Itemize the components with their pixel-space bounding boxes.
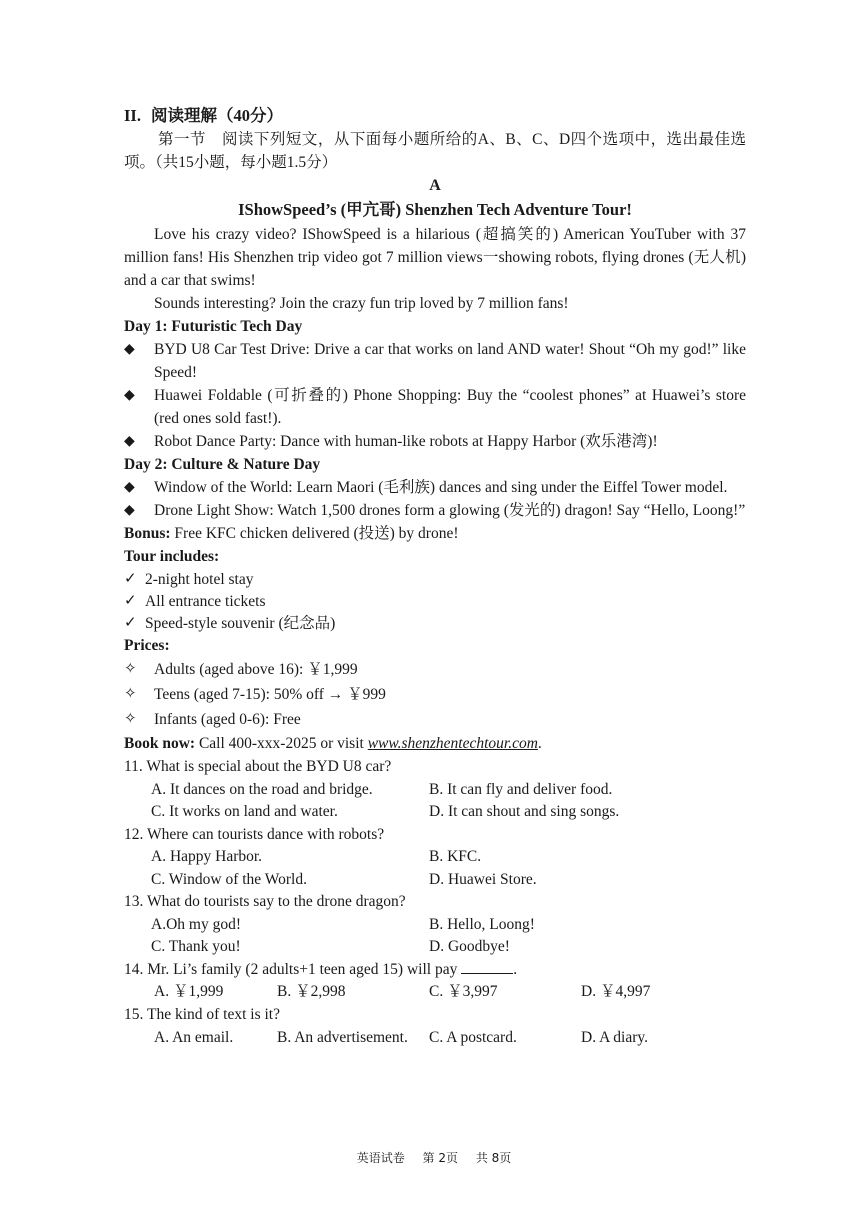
- day1-heading: Day 1: Futuristic Tech Day: [124, 318, 303, 335]
- book-line: [124, 732, 746, 755]
- includes-item: [124, 568, 746, 590]
- question-stem: 12. Where can tourists dance with robots?: [124, 825, 385, 843]
- day1-item-text: BYD U8 Car Test Drive: Drive a car that works on land AND water! Shout “Oh my god!” like Speed!: [154, 341, 746, 381]
- diamond-icon: ◆: [124, 342, 135, 357]
- option: C. Window of the World.: [151, 870, 307, 888]
- option: C. A postcard.: [429, 1028, 517, 1046]
- day2-item-text: Window of the World: Learn Maori (毛利族) dances and sing under the Eiffel Tower model.: [154, 479, 728, 496]
- website-link[interactable]: www.shenzhentechtour.com: [367, 735, 538, 752]
- price-item: [124, 707, 746, 732]
- section-number: II.: [124, 106, 141, 125]
- diamond-icon: ◆: [124, 503, 135, 518]
- option: B. ￥2,998: [277, 983, 346, 1000]
- includes-item: [124, 590, 746, 612]
- option: B. Hello, Loong!: [429, 915, 535, 933]
- question-options: [124, 778, 746, 823]
- star-icon: ✧: [124, 686, 137, 702]
- bonus-line: [124, 522, 746, 545]
- day1-item: [124, 384, 746, 430]
- book-end: .: [537, 735, 542, 752]
- footer-subject: 英语试卷: [356, 1151, 405, 1165]
- day1-item: [124, 338, 746, 384]
- question-stem: 13. What do tourists say to the drone dragon?: [124, 893, 406, 910]
- diamond-icon: ◆: [124, 388, 135, 403]
- star-icon: ✧: [124, 711, 137, 727]
- includes-heading: Tour includes:: [124, 548, 220, 565]
- diamond-icon: ◆: [124, 480, 135, 495]
- question-stem: 15. The kind of text is it?: [124, 1006, 280, 1023]
- price-item-text: Teens (aged 7-15): 50% off → ￥999: [154, 686, 386, 703]
- option: B. It can fly and deliver food.: [429, 780, 613, 798]
- check-icon: ✓: [124, 570, 137, 587]
- price-item: [124, 657, 746, 682]
- question-options: [124, 980, 746, 1003]
- includes-item-text: Speed-style souvenir (纪念品): [145, 614, 336, 632]
- section-title: 阅读理解（40分）: [150, 106, 283, 125]
- option: B. An advertisement.: [277, 1028, 408, 1046]
- day1-item: [124, 430, 746, 453]
- check-icon: ✓: [124, 592, 137, 609]
- option: D. ￥4,997: [581, 983, 651, 1000]
- check-icon: ✓: [124, 614, 137, 631]
- book-label: Book now:: [124, 735, 196, 752]
- price-item-text: Infants (aged 0-6): Free: [154, 711, 301, 728]
- footer-page: 第 2页: [422, 1151, 458, 1165]
- page-footer: [0, 1147, 868, 1170]
- question-options: [124, 845, 746, 890]
- passage-intro-2: Sounds interesting? Join the crazy fun trip loved by 7 million fans!: [154, 295, 569, 312]
- day2-heading: Day 2: Culture & Nature Day: [124, 456, 321, 473]
- option: C. Thank you!: [151, 938, 241, 955]
- price-item-text: Adults (aged above 16): ￥1,999: [154, 661, 358, 678]
- day1-item-text: Robot Dance Party: Dance with human-like robots at Happy Harbor (欢乐港湾)!: [154, 433, 658, 450]
- includes-item-text: All entrance tickets: [145, 592, 266, 610]
- star-icon: ✧: [124, 661, 137, 677]
- section-instruction: 第一节 阅读下列短文，从下面每小题所给的A、B、C、D四个选项中，选出最佳选项。（共15小题，每小题1.5分）: [124, 131, 746, 171]
- prices-heading: Prices:: [124, 637, 170, 654]
- day1-item-text: Huawei Foldable (可折叠的) Phone Shopping: Buy the “coolest phones” at Huawei’s store (red ones sold fast!).: [154, 387, 746, 427]
- passage-intro: Love his crazy video? IShowSpeed is a hilarious (超搞笑的) American YouTuber with 37 million fans! His Shenzhen trip video got 7 million views一showing robots, flying drones (无人机) and a car that swims!: [124, 226, 746, 289]
- passage-letter: A: [429, 177, 441, 194]
- includes-item-text: 2-night hotel stay: [145, 570, 254, 588]
- option: D. Huawei Store.: [429, 870, 537, 888]
- answer-blank: [461, 958, 513, 974]
- section-heading: [124, 104, 746, 128]
- option: C. ￥3,997: [429, 983, 498, 1000]
- passage-title: IShowSpeed’s (甲亢哥) Shenzhen Tech Adventure Tour!: [238, 200, 632, 219]
- question-stem: 14. Mr. Li’s family (2 adults+1 teen aged 15) will pay: [124, 960, 458, 978]
- option: A. It dances on the road and bridge.: [151, 780, 373, 798]
- option: D. It can shout and sing songs.: [429, 803, 620, 820]
- day2-item-text: Drone Light Show: Watch 1,500 drones form a glowing (发光的) dragon! Say “Hello, Loong!”: [154, 502, 746, 519]
- day2-item: [124, 476, 746, 499]
- option: D. A diary.: [581, 1028, 649, 1046]
- question-stem-line: [124, 958, 746, 981]
- bonus-text: Free KFC chicken delivered (投送) by drone!: [174, 525, 459, 542]
- option: B. KFC.: [429, 848, 482, 865]
- option: A. ￥1,999: [154, 983, 224, 1000]
- bonus-label: Bonus:: [124, 525, 171, 542]
- question-stem-end: .: [513, 960, 518, 978]
- diamond-icon: ◆: [124, 434, 135, 449]
- option: D. Goodbye!: [429, 938, 510, 955]
- option: A. Happy Harbor.: [151, 848, 263, 865]
- option: A.Oh my god!: [151, 915, 241, 933]
- includes-item: [124, 612, 746, 634]
- question-options: [124, 913, 746, 958]
- price-item: [124, 682, 746, 707]
- option: A. An email.: [154, 1028, 234, 1046]
- question-stem: 11. What is special about the BYD U8 car?: [124, 758, 392, 775]
- exam-page: [124, 104, 746, 1049]
- option: C. It works on land and water.: [151, 803, 338, 820]
- book-text: Call 400-xxx-2025 or visit: [198, 735, 364, 752]
- day2-item: [124, 499, 746, 522]
- question-options: [124, 1026, 746, 1049]
- footer-total: 共 8页: [475, 1151, 512, 1165]
